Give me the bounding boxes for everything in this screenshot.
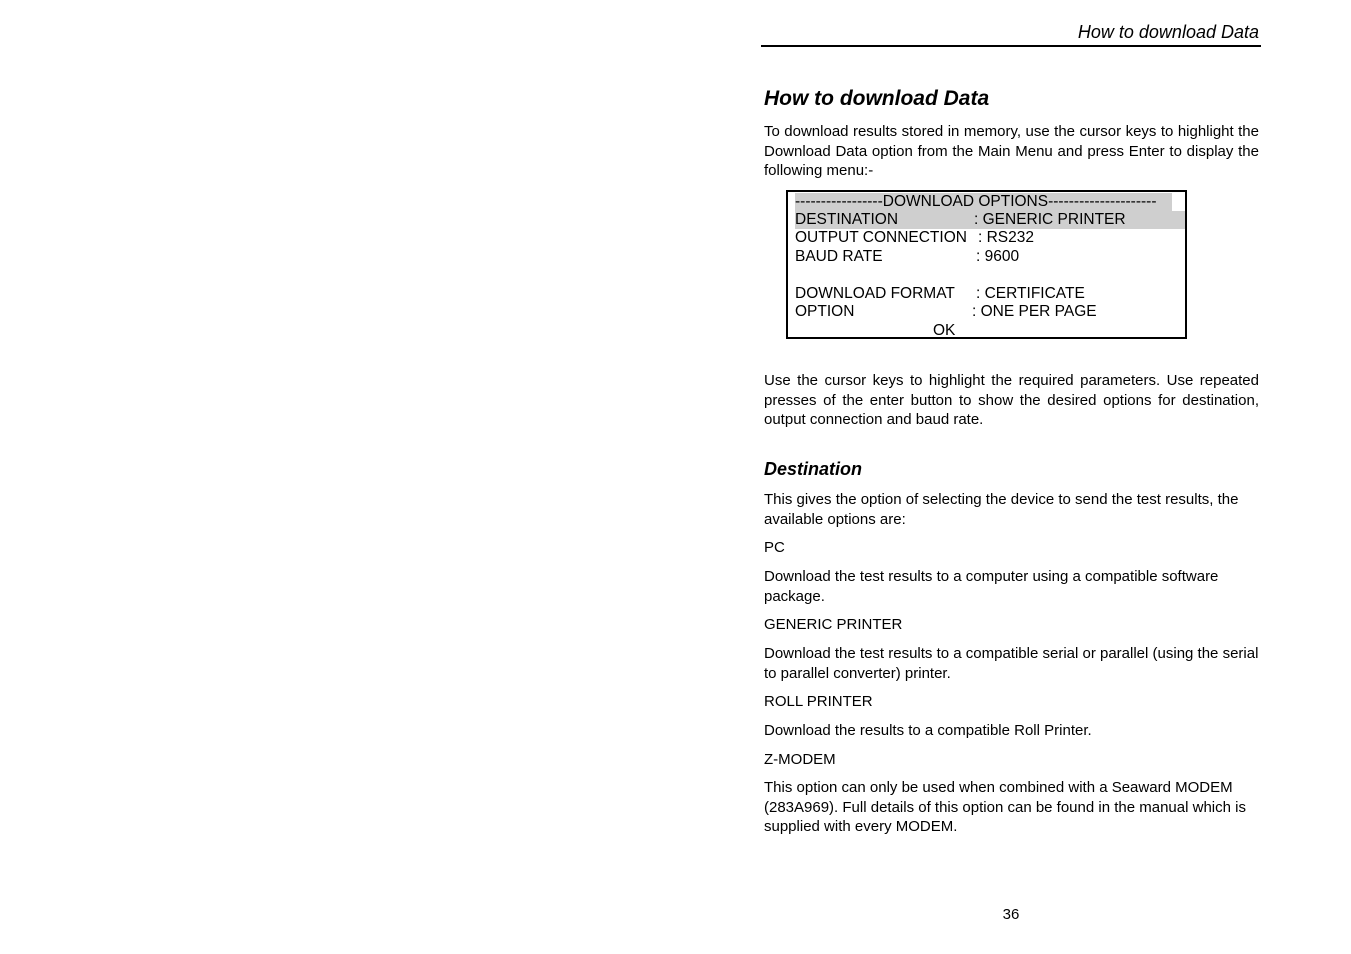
menu-row-value: : ONE PER PAGE <box>972 303 1097 320</box>
download-options-menu <box>786 190 1187 339</box>
option-desc-generic-printer <box>764 644 1259 683</box>
option-description: Download the results to a compatible Roll Printer. <box>764 722 1092 739</box>
menu-row-value: : CERTIFICATE <box>976 285 1085 302</box>
menu-title-line: -----------------DOWNLOAD OPTIONS--------------------- <box>795 193 1172 211</box>
menu-row-destination[interactable] <box>795 211 1185 229</box>
option-desc-pc <box>764 567 1259 606</box>
menu-row-baud-rate[interactable] <box>795 248 1185 266</box>
after-menu-paragraph: Use the cursor keys to highlight the required parameters. Use repeated presses of the enter button to show the desired options for destination, output connection and baud rate. <box>764 372 1259 428</box>
menu-row-output-connection[interactable] <box>795 229 1185 247</box>
running-header: How to download Data <box>1077 22 1259 42</box>
section-title: How to download Data <box>764 87 990 110</box>
option-description: This option can only be used when combined with a Seaward MODEM (283A969). Full details of this option can be found in the manual which is supplied with every MODEM. <box>764 779 1246 835</box>
menu-row-download-format[interactable] <box>795 285 1185 303</box>
menu-row-value: : 9600 <box>976 248 1020 265</box>
menu-row-value: : GENERIC PRINTER <box>974 211 1126 228</box>
intro-paragraph: To download results stored in memory, use the cursor keys to highlight the Download Data option from the Main Menu and press Enter to display the following menu:- <box>764 123 1259 179</box>
destination-heading: Destination <box>764 459 863 479</box>
option-name: GENERIC PRINTER <box>764 616 903 633</box>
header-rule <box>761 45 1261 47</box>
menu-row-label: BAUD RATE <box>795 248 883 265</box>
page-number: 36 <box>1002 906 1020 923</box>
option-desc-z-modem <box>764 778 1259 837</box>
option-name-roll-printer <box>764 692 1259 712</box>
menu-row-label: OPTION <box>795 303 855 320</box>
option-description: Download the test results to a computer using a compatible software package. <box>764 568 1219 605</box>
option-name: PC <box>764 539 785 556</box>
option-name: Z-MODEM <box>764 751 836 768</box>
menu-row-value: : RS232 <box>978 229 1035 246</box>
destination-intro-block <box>764 490 1259 529</box>
intro-block <box>764 122 1259 181</box>
after-menu-block <box>764 371 1259 430</box>
option-description: Download the test results to a compatible serial or parallel (using the serial to parallel converter) printer. <box>764 645 1259 682</box>
menu-ok-button[interactable]: OK <box>933 322 956 339</box>
option-name-generic-printer <box>764 615 1259 635</box>
option-name: ROLL PRINTER <box>764 693 873 710</box>
option-name-pc <box>764 538 1259 558</box>
destination-intro: This gives the option of selecting the device to send the test results, the available options are: <box>764 491 1239 528</box>
option-desc-roll-printer <box>764 721 1259 741</box>
option-name-z-modem <box>764 750 1259 770</box>
menu-row-label: DESTINATION <box>795 211 899 228</box>
menu-row-label: OUTPUT CONNECTION <box>795 229 967 246</box>
menu-row-label: DOWNLOAD FORMAT <box>795 285 955 302</box>
menu-row-option[interactable] <box>795 303 1185 321</box>
